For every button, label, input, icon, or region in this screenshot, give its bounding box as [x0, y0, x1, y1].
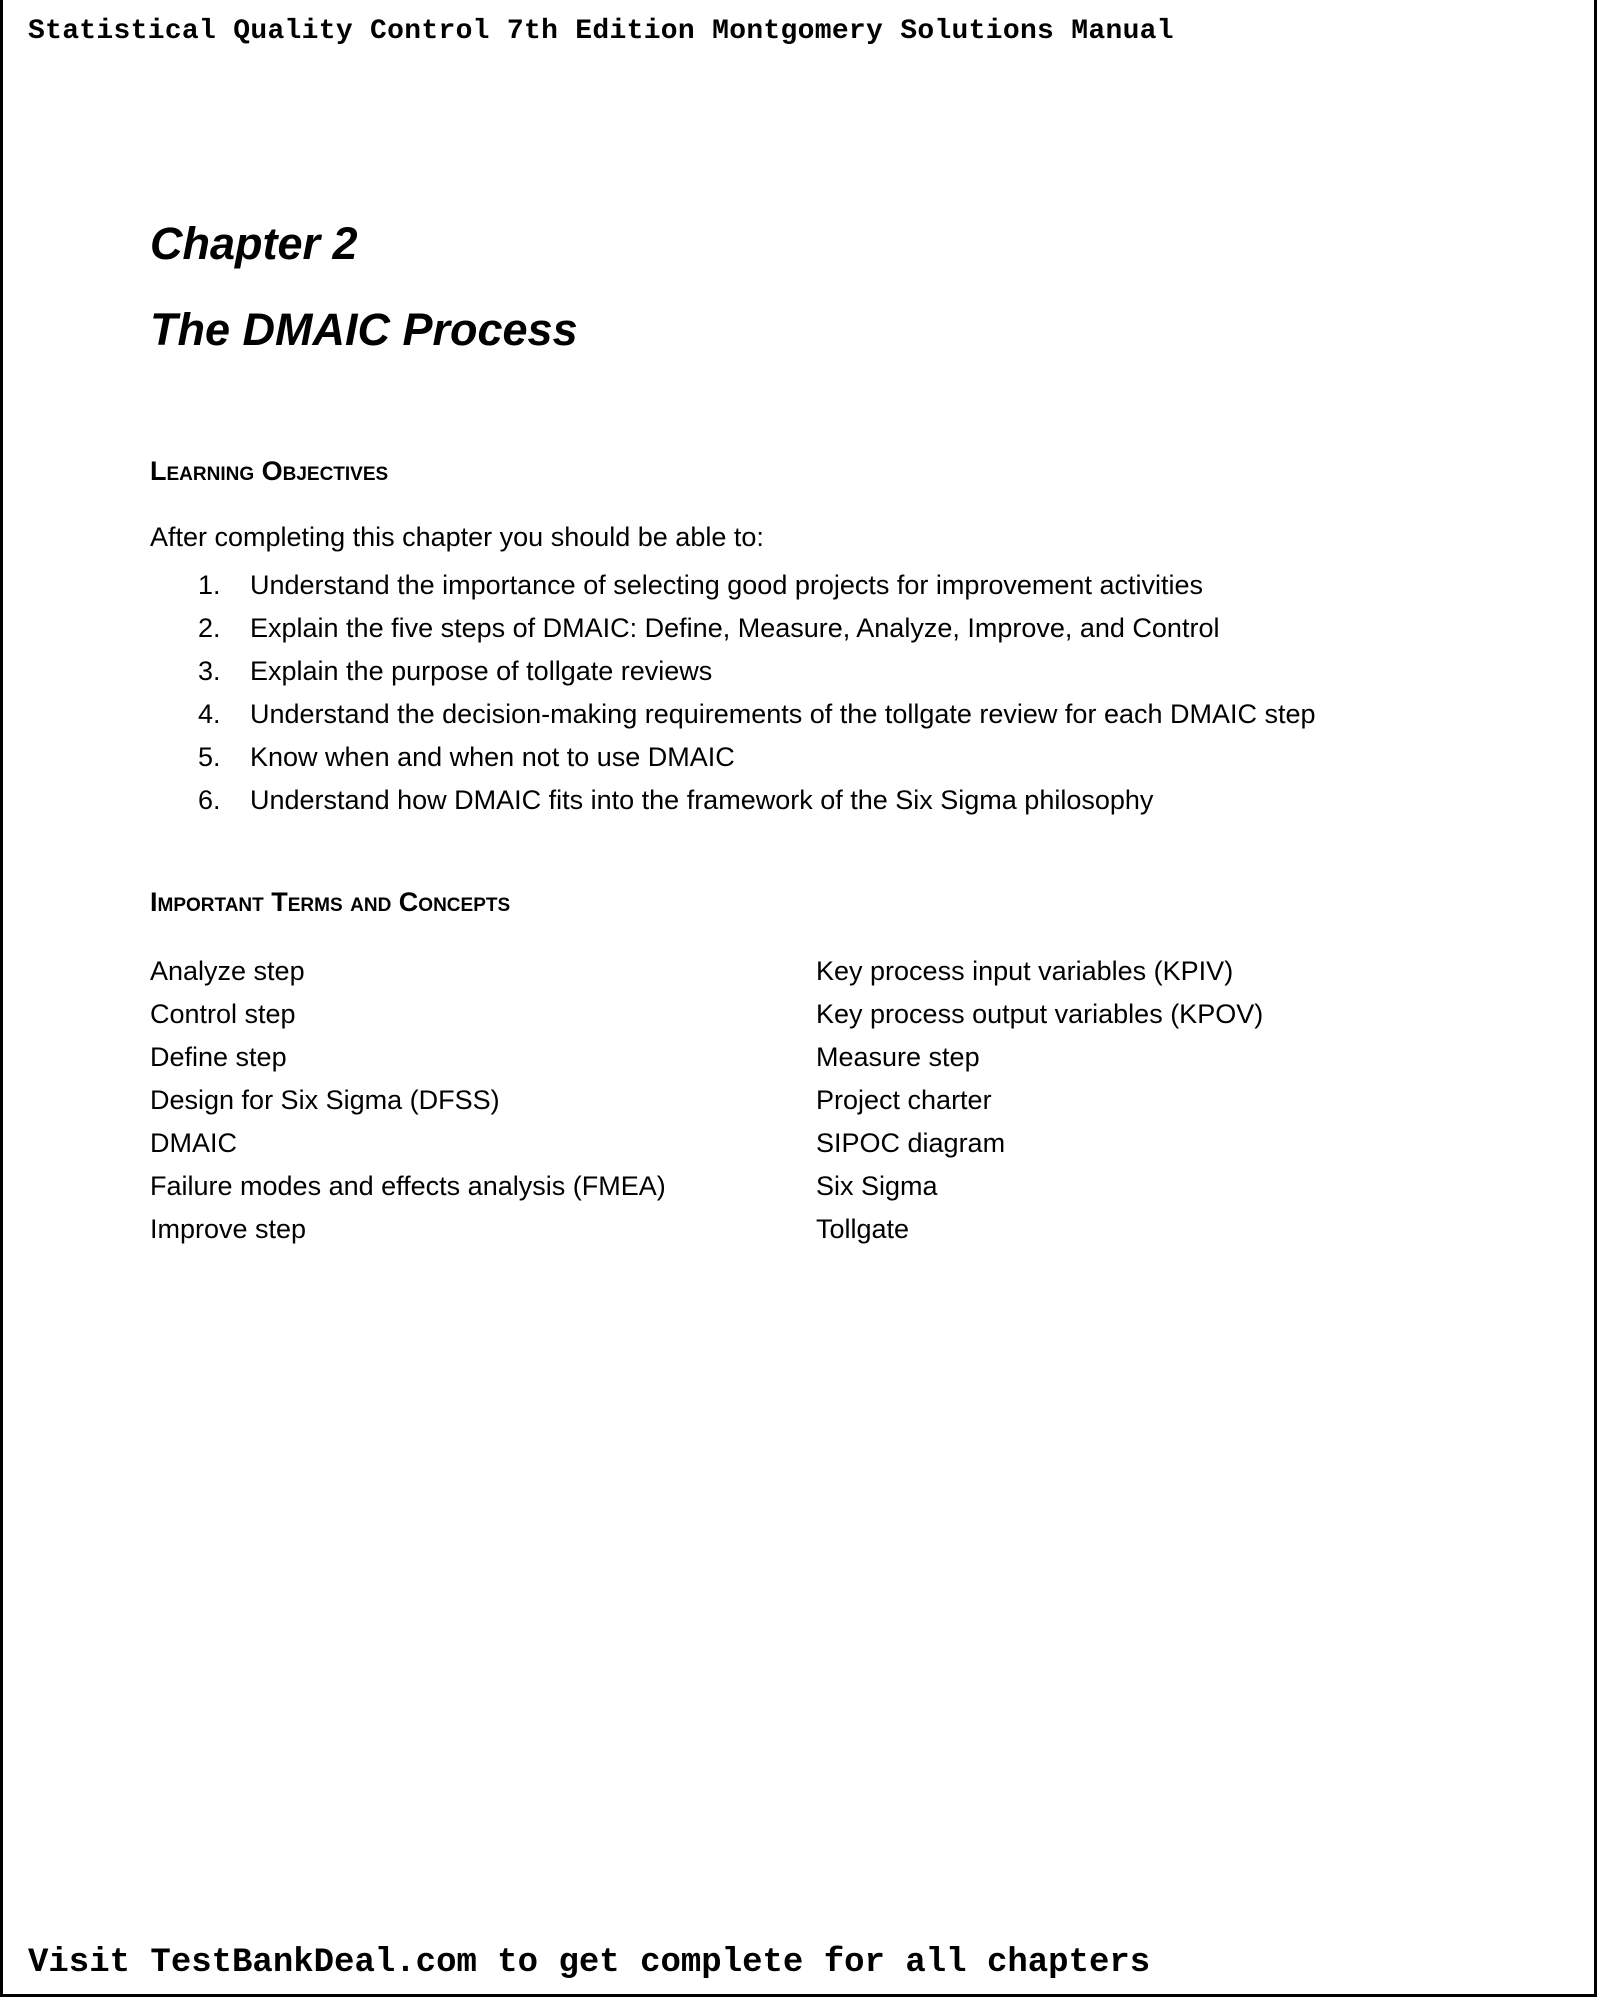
objective-number: 5.	[198, 742, 221, 772]
term-item: Control step	[150, 999, 296, 1029]
term-item: Improve step	[150, 1214, 307, 1244]
learning-objectives-intro: After completing this chapter you should be able to:	[150, 522, 764, 552]
learning-objectives-heading: Learning Objectives	[150, 456, 389, 486]
footer-banner: Visit TestBankDeal.com to get complete for all chapters	[28, 1944, 1151, 1982]
objective-text: Understand the importance of selecting good projects for improvement activities	[250, 570, 1203, 600]
objective-text: Understand the decision-making requirements of the tollgate review for each DMAIC step	[250, 699, 1316, 729]
objective-number: 6.	[198, 785, 221, 815]
objective-text: Know when and when not to use DMAIC	[250, 742, 735, 772]
term-item: Tollgate	[816, 1214, 910, 1244]
chapter-title: The DMAIC Process	[150, 304, 578, 355]
objective-number: 3.	[198, 656, 221, 686]
objective-number: 2.	[198, 613, 221, 643]
terms-heading: Important Terms and Concepts	[150, 887, 511, 917]
term-item: Design for Six Sigma (DFSS)	[150, 1085, 500, 1115]
objective-text: Explain the purpose of tollgate reviews	[250, 656, 713, 686]
term-item: Failure modes and effects analysis (FMEA)	[150, 1171, 666, 1201]
objective-text: Understand how DMAIC fits into the framework of the Six Sigma philosophy	[250, 785, 1154, 815]
term-item: Key process input variables (KPIV)	[816, 956, 1234, 986]
terms-list-right	[816, 950, 1263, 1251]
term-item: Key process output variables (KPOV)	[816, 999, 1264, 1029]
term-item: Analyze step	[150, 956, 305, 986]
term-item: Measure step	[816, 1042, 980, 1072]
objective-number: 4.	[198, 699, 221, 729]
chapter-label: Chapter 2	[150, 218, 358, 269]
term-item: Six Sigma	[816, 1171, 938, 1201]
objective-number: 1.	[198, 570, 221, 600]
objective-text: Explain the five steps of DMAIC: Define, Measure, Analyze, Improve, and Control	[250, 613, 1220, 643]
term-item: Define step	[150, 1042, 287, 1072]
term-item: Project charter	[816, 1085, 992, 1115]
terms-list-left	[150, 950, 666, 1251]
term-item: DMAIC	[150, 1128, 237, 1158]
term-item: SIPOC diagram	[816, 1128, 1006, 1158]
header-banner: Statistical Quality Control 7th Edition Montgomery Solutions Manual	[28, 16, 1174, 47]
